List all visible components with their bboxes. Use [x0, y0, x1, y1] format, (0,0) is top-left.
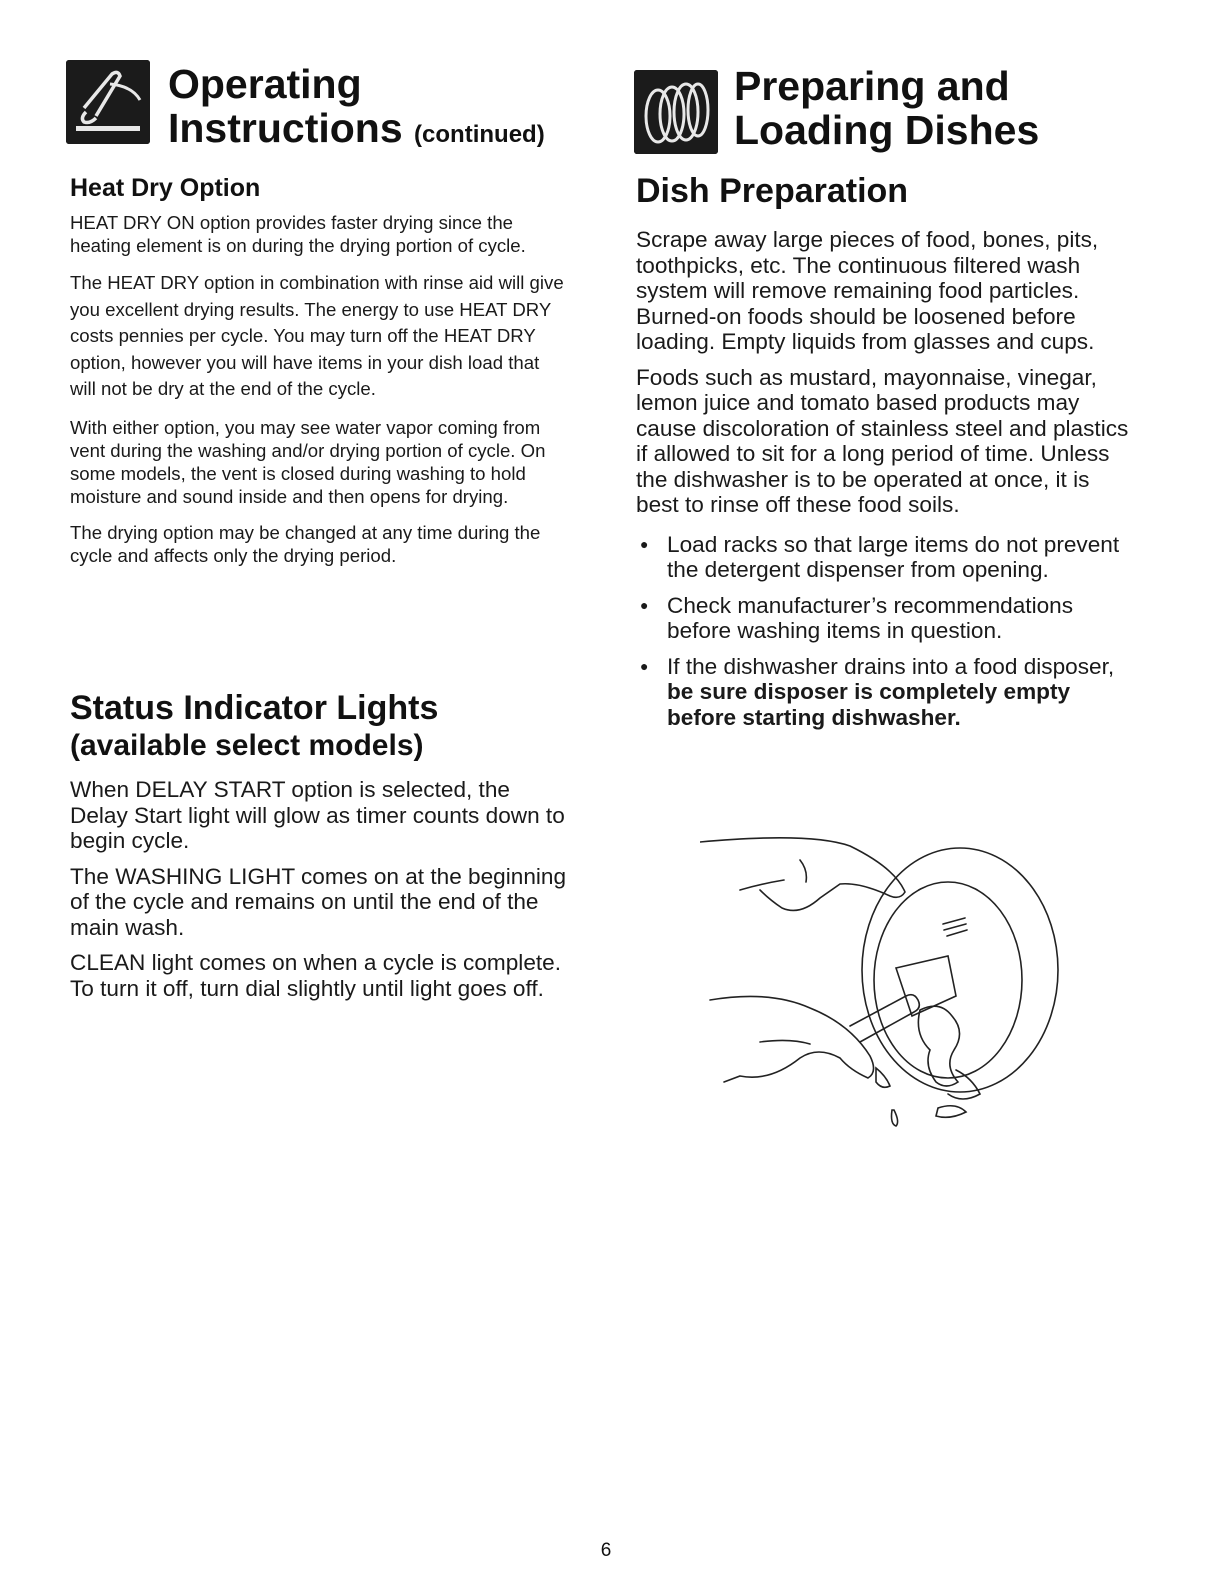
- plate-inner-rim: [874, 882, 1022, 1078]
- status-lights-heading: Status Indicator Lights (available select models): [70, 689, 439, 762]
- heat-dry-paragraph: The drying option may be changed at any time during the cycle and affects only the drying period.: [70, 521, 541, 566]
- loading-dishes-icon: [634, 70, 718, 154]
- status-paragraph: When DELAY START option is selected, the Delay Start light will glow as timer counts down to begin cycle.: [70, 777, 565, 853]
- continued-label: (continued): [414, 121, 545, 148]
- status-lights-body: [70, 777, 570, 1011]
- dish-prep-bullet-list: [636, 532, 1132, 731]
- dish-prep-paragraph: Scrape away large pieces of food, bones, pits, toothpicks, etc. The continuous filtered wash system will remove remaining food particles. Burned-on foods should be loosened before loading. Empty liquids from glasses and cups.: [636, 227, 1099, 354]
- scraper-handle: [850, 995, 919, 1042]
- list-item: ● If the dishwasher drains into a food disposer, be sure disposer is completely empty before starting dishwasher.: [640, 653, 1115, 730]
- upper-hand: [700, 838, 905, 911]
- operating-instructions-icon: [66, 60, 150, 144]
- heat-dry-paragraph: HEAT DRY ON option provides faster drying since the heating element is on during the drying portion of cycle.: [70, 212, 526, 256]
- heat-dry-heading: Heat Dry Option: [70, 174, 261, 202]
- dish-preparation-body: [636, 227, 1132, 740]
- page-number: 6: [600, 1540, 612, 1561]
- status-paragraph: CLEAN light comes on when a cycle is complete. To turn it off, turn dial slightly until light goes off.: [70, 950, 562, 1001]
- dish-prep-paragraph: Foods such as mustard, mayonnaise, vinegar, lemon juice and tomato based products may cause discoloration of stainless steel and plastics if allowed to sit for a long period of time. Unless the dishwasher is to be operated at once, it is best to rinse off these food soils.: [636, 364, 1129, 517]
- disposer-warning: be sure disposer is completely empty before starting dishwasher.: [667, 679, 1071, 730]
- heat-dry-paragraph: The HEAT DRY option in combination with rinse aid will give you excellent drying results. The energy to use HEAT DRY costs pennies per cycle. You may turn off the HEAT DRY option, however you will have items in your dish load that will not be dry at the end of the cycle.: [70, 272, 564, 399]
- heat-dry-paragraph: With either option, you may see water vapor coming from vent during the washing and/or drying portion of cycle. On some models, the vent is closed during washing to hold moisture and sound inside and then opens for drying.: [70, 416, 546, 507]
- heat-dry-body: [70, 211, 566, 580]
- plate-outline: [862, 848, 1058, 1092]
- list-item: ● Load racks so that large items do not prevent the detergent dispenser from opening.: [640, 531, 1120, 582]
- lower-hand: [710, 996, 874, 1082]
- food-scraps: [918, 1006, 959, 1086]
- dish-preparation-heading: Dish Preparation: [636, 172, 909, 210]
- operating-instructions-title: Operating Instructions (continued): [168, 61, 545, 151]
- status-paragraph: The WASHING LIGHT comes on at the beginning of the cycle and remains on until the end of the main wash.: [70, 863, 567, 940]
- plate-scraping-illustration: [700, 820, 1080, 1140]
- preparing-loading-title: Preparing and Loading Dishes: [734, 63, 1040, 153]
- list-item: ● Check manufacturer’s recommendations before washing items in question.: [640, 592, 1074, 643]
